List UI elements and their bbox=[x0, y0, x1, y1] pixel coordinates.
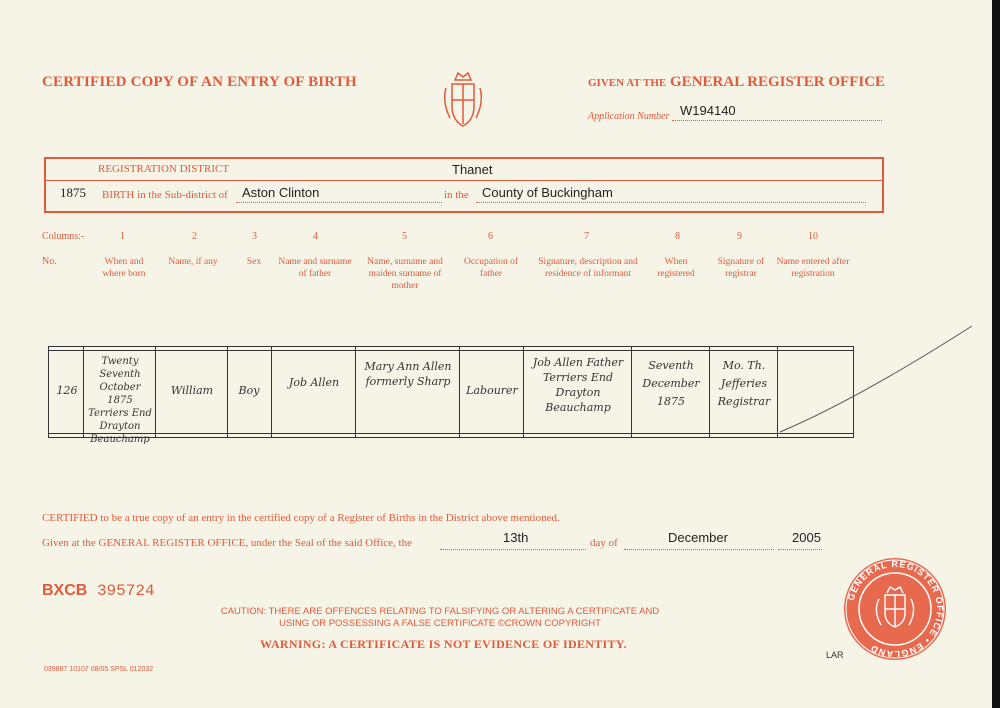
serial-number bbox=[42, 582, 155, 600]
entry-when-where: Twenty Seventh October 1875 Terriers End Drayton Beauchamp bbox=[88, 356, 152, 445]
columns-label: Columns:- bbox=[42, 231, 85, 242]
in-the-label: in the bbox=[444, 189, 469, 201]
column-heading-registrar: Signature of registrar bbox=[717, 257, 765, 279]
grid-divider bbox=[709, 347, 710, 437]
entry-sex: Boy bbox=[238, 384, 260, 397]
serial-digits: 395724 bbox=[96, 582, 155, 600]
grid-divider bbox=[459, 347, 460, 437]
county: County of Buckingham bbox=[482, 185, 613, 200]
office-title-prefix: GIVEN AT THE bbox=[588, 77, 667, 89]
entry-informant: Job Allen Father Terriers End Drayton Beauchamp bbox=[532, 356, 624, 414]
grid-divider bbox=[271, 347, 272, 437]
certificate-year: 2005 bbox=[792, 530, 821, 545]
column-heading-sex: Sex bbox=[246, 257, 262, 267]
printer-code: 039887 10107 08/05 SPSL 012032 bbox=[44, 666, 154, 673]
column-number-1: 1 bbox=[120, 231, 125, 242]
general-register-office-seal-icon bbox=[843, 557, 947, 661]
column-number-8: 8 bbox=[675, 231, 680, 242]
office-title-main: GENERAL REGISTER OFFICE bbox=[670, 74, 886, 90]
day-of-label: day of bbox=[590, 537, 618, 549]
column-heading-occupation: Occupation of father bbox=[463, 257, 519, 279]
warning-text: WARNING: A CERTIFICATE IS NOT EVIDENCE OF IDENTITY. bbox=[260, 637, 627, 651]
registration-year: 1875 bbox=[60, 185, 86, 200]
grid-top-rule bbox=[49, 350, 853, 351]
diagonal-stroke bbox=[776, 320, 976, 440]
certificate-day: 13th bbox=[503, 530, 529, 545]
column-number-3: 3 bbox=[252, 231, 257, 242]
entry-mother: Mary Ann Allen formerly Sharp bbox=[364, 360, 452, 388]
column-number-9: 9 bbox=[737, 231, 742, 242]
birth-in-label: BIRTH in the Sub-district of bbox=[102, 189, 228, 201]
entry-registered: Seventh December 1875 bbox=[642, 359, 700, 408]
day-line bbox=[440, 549, 586, 550]
grid-divider bbox=[631, 347, 632, 437]
office-title bbox=[588, 74, 885, 91]
column-heading-when-where: When and where born bbox=[102, 257, 146, 279]
month-line bbox=[624, 549, 774, 550]
caution-text: CAUTION: THERE ARE OFFENCES RELATING TO FALSIFYING OR ALTERING A CERTIFICATE AND USING OR POSSESSING A FALSE CERTIFICATE ©CROWN COPYRIGHT bbox=[220, 606, 660, 629]
certificate-month: December bbox=[668, 530, 728, 545]
grid-divider bbox=[83, 347, 84, 437]
column-number-5: 5 bbox=[402, 231, 407, 242]
entry-father: Job Allen bbox=[288, 376, 340, 389]
application-number-line bbox=[672, 120, 882, 121]
registration-box bbox=[44, 157, 884, 213]
registration-district-label: REGISTRATION DISTRICT bbox=[98, 163, 230, 175]
column-number-7: 7 bbox=[584, 231, 589, 242]
year-line bbox=[778, 549, 822, 550]
certificate-title: CERTIFIED COPY OF AN ENTRY OF BIRTH bbox=[42, 74, 357, 90]
no-label: No. bbox=[42, 256, 57, 267]
royal-crest-icon bbox=[440, 70, 486, 132]
county-line bbox=[476, 202, 866, 203]
column-heading-informant: Signature, description and residence of informant bbox=[538, 257, 638, 279]
column-number-4: 4 bbox=[313, 231, 318, 242]
application-number: W194140 bbox=[680, 103, 736, 118]
column-number-2: 2 bbox=[192, 231, 197, 242]
grid-divider bbox=[227, 347, 228, 437]
column-heading-father: Name and surname of father bbox=[278, 257, 352, 279]
column-heading-mother: Name, surname and maiden surname of mother bbox=[367, 257, 443, 291]
scan-edge bbox=[992, 0, 1000, 708]
entry-registrar: Mo. Th. Jefferies Registrar bbox=[717, 359, 771, 408]
subdistrict-line bbox=[236, 202, 442, 203]
lar-mark: LAR bbox=[826, 650, 844, 660]
seal-text: GENERAL REGISTER OFFICE • ENGLAND bbox=[845, 558, 946, 660]
given-at-statement: Given at the GENERAL REGISTER OFFICE, under the Seal of the said Office, the bbox=[42, 537, 412, 549]
column-heading-name: Name, if any bbox=[168, 257, 218, 267]
entry-name: William bbox=[170, 384, 214, 397]
entry-number: 126 bbox=[56, 384, 78, 397]
entry-grid bbox=[48, 346, 854, 445]
application-number-label: Application Number bbox=[588, 111, 670, 122]
registration-divider bbox=[46, 180, 882, 181]
subdistrict: Aston Clinton bbox=[242, 185, 320, 200]
certified-statement: CERTIFIED to be a true copy of an entry in the certified copy of a Register of Births in the District above mentioned. bbox=[42, 512, 560, 524]
serial-prefix: BXCB bbox=[42, 582, 88, 599]
grid-divider bbox=[523, 347, 524, 437]
column-heading-name-after: Name entered after registration bbox=[776, 257, 850, 279]
column-heading-registered: When registered bbox=[657, 257, 695, 279]
registration-district: Thanet bbox=[452, 162, 493, 177]
grid-divider bbox=[355, 347, 356, 437]
entry-occupation: Labourer bbox=[466, 384, 518, 397]
grid-divider bbox=[155, 347, 156, 437]
column-number-10: 10 bbox=[808, 231, 818, 242]
grid-bottom-rule bbox=[49, 433, 853, 434]
column-number-6: 6 bbox=[488, 231, 493, 242]
